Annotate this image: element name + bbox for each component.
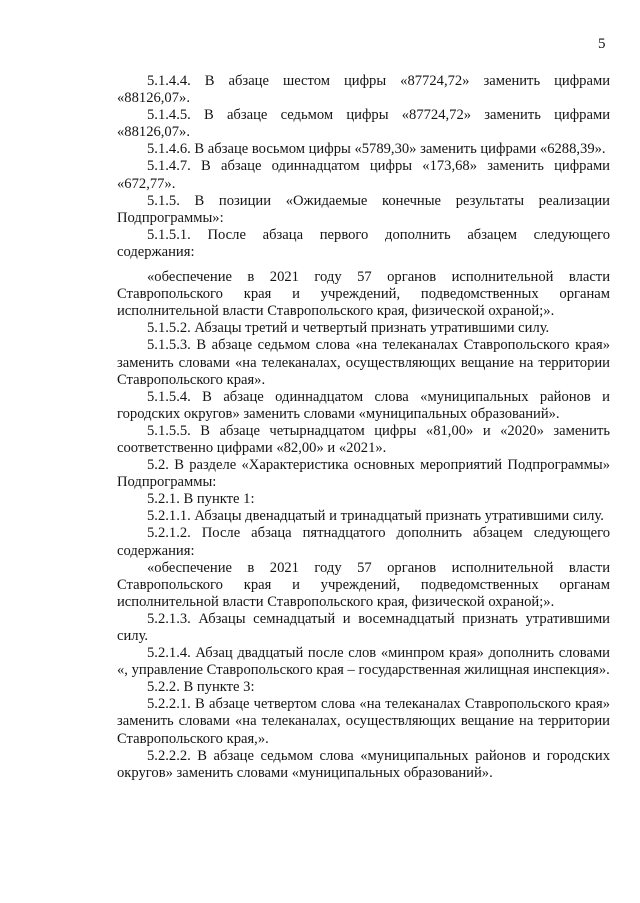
page-number: 5 bbox=[598, 36, 606, 52]
paragraph-5-2-2-2: 5.2.2.2. В абзаце седьмом слова «муниципальных районов и городских округов» заменить словами «муниципальных образований». bbox=[117, 747, 610, 781]
paragraph-5-1-4-5: 5.1.4.5. В абзаце седьмом цифры «87724,72» заменить цифрами «88126,07». bbox=[117, 107, 610, 141]
paragraph-5-1-5-5: 5.1.5.5. В абзаце четырнадцатом цифры «81,00» и «2020» заменить соответственно цифрами «82,00» и «2021». bbox=[117, 422, 610, 456]
paragraph-5-1-5: 5.1.5. В позиции «Ожидаемые конечные результаты реализации Подпрограммы»: bbox=[117, 192, 610, 226]
paragraph-5-2-1-3: 5.2.1.3. Абзацы семнадцатый и восемнадцатый признать утратившими силу. bbox=[117, 610, 610, 644]
document-body bbox=[117, 73, 610, 782]
paragraph-5-1-4-6: 5.1.4.6. В абзаце восьмом цифры «5789,30» заменить цифрами «6288,39». bbox=[147, 141, 606, 158]
paragraph-5-1-5-1: 5.1.5.1. После абзаца первого дополнить абзацем следующего содержания: bbox=[117, 226, 610, 260]
paragraph-5-1-5-3: 5.1.5.3. В абзаце седьмом слова «на телеканалах Ставропольского края» заменить словами «на телеканалах, осуществляющих вещание на территории Ставропольского края». bbox=[117, 337, 610, 388]
quoted-insertion-1: «обеспечение в 2021 году 57 органов исполнительной власти Ставропольского края и учреждений, подведомственных органам исполнительной власти Ставропольского края, физической охраной;». bbox=[117, 269, 610, 320]
paragraph-5-2-2: 5.2.2. В пункте 3: bbox=[147, 679, 255, 696]
quoted-insertion-2: «обеспечение в 2021 году 57 органов исполнительной власти Ставропольского края и учреждений, подведомственных органам исполнительной власти Ставропольского края, физической охраной;». bbox=[117, 559, 610, 610]
paragraph-5-2-1-2: 5.2.1.2. После абзаца пятнадцатого дополнить абзацем следующего содержания: bbox=[117, 525, 610, 559]
paragraph-5-2-1: 5.2.1. В пункте 1: bbox=[147, 491, 255, 508]
paragraph-5-1-4-4: 5.1.4.4. В абзаце шестом цифры «87724,72» заменить цифрами «88126,07». bbox=[117, 73, 610, 107]
paragraph-5-2-1-4: 5.2.1.4. Абзац двадцатый после слов «минпром края» дополнить словами «, управление Ставропольского края – государственная жилищная инспекция». bbox=[117, 645, 610, 679]
paragraph-5-2-1-1: 5.2.1.1. Абзацы двенадцатый и тринадцатый признать утратившими силу. bbox=[147, 508, 604, 525]
paragraph-5-2-2-1: 5.2.2.1. В абзаце четвертом слова «на телеканалах Ставропольского края» заменить словами «на телеканалах, осуществляющих вещание на территории Ставропольского края,». bbox=[117, 696, 610, 747]
paragraph-5-1-5-4: 5.1.5.4. В абзаце одиннадцатом слова «муниципальных районов и городских округов» заменить словами «муниципальных образований». bbox=[117, 388, 610, 422]
paragraph-5-2: 5.2. В разделе «Характеристика основных мероприятий Подпрограммы» Подпрограммы: bbox=[117, 457, 610, 491]
paragraph-5-1-4-7: 5.1.4.7. В абзаце одиннадцатом цифры «173,68» заменить цифрами «672,77». bbox=[117, 158, 610, 192]
paragraph-5-1-5-2: 5.1.5.2. Абзацы третий и четвертый признать утратившими силу. bbox=[147, 320, 550, 337]
